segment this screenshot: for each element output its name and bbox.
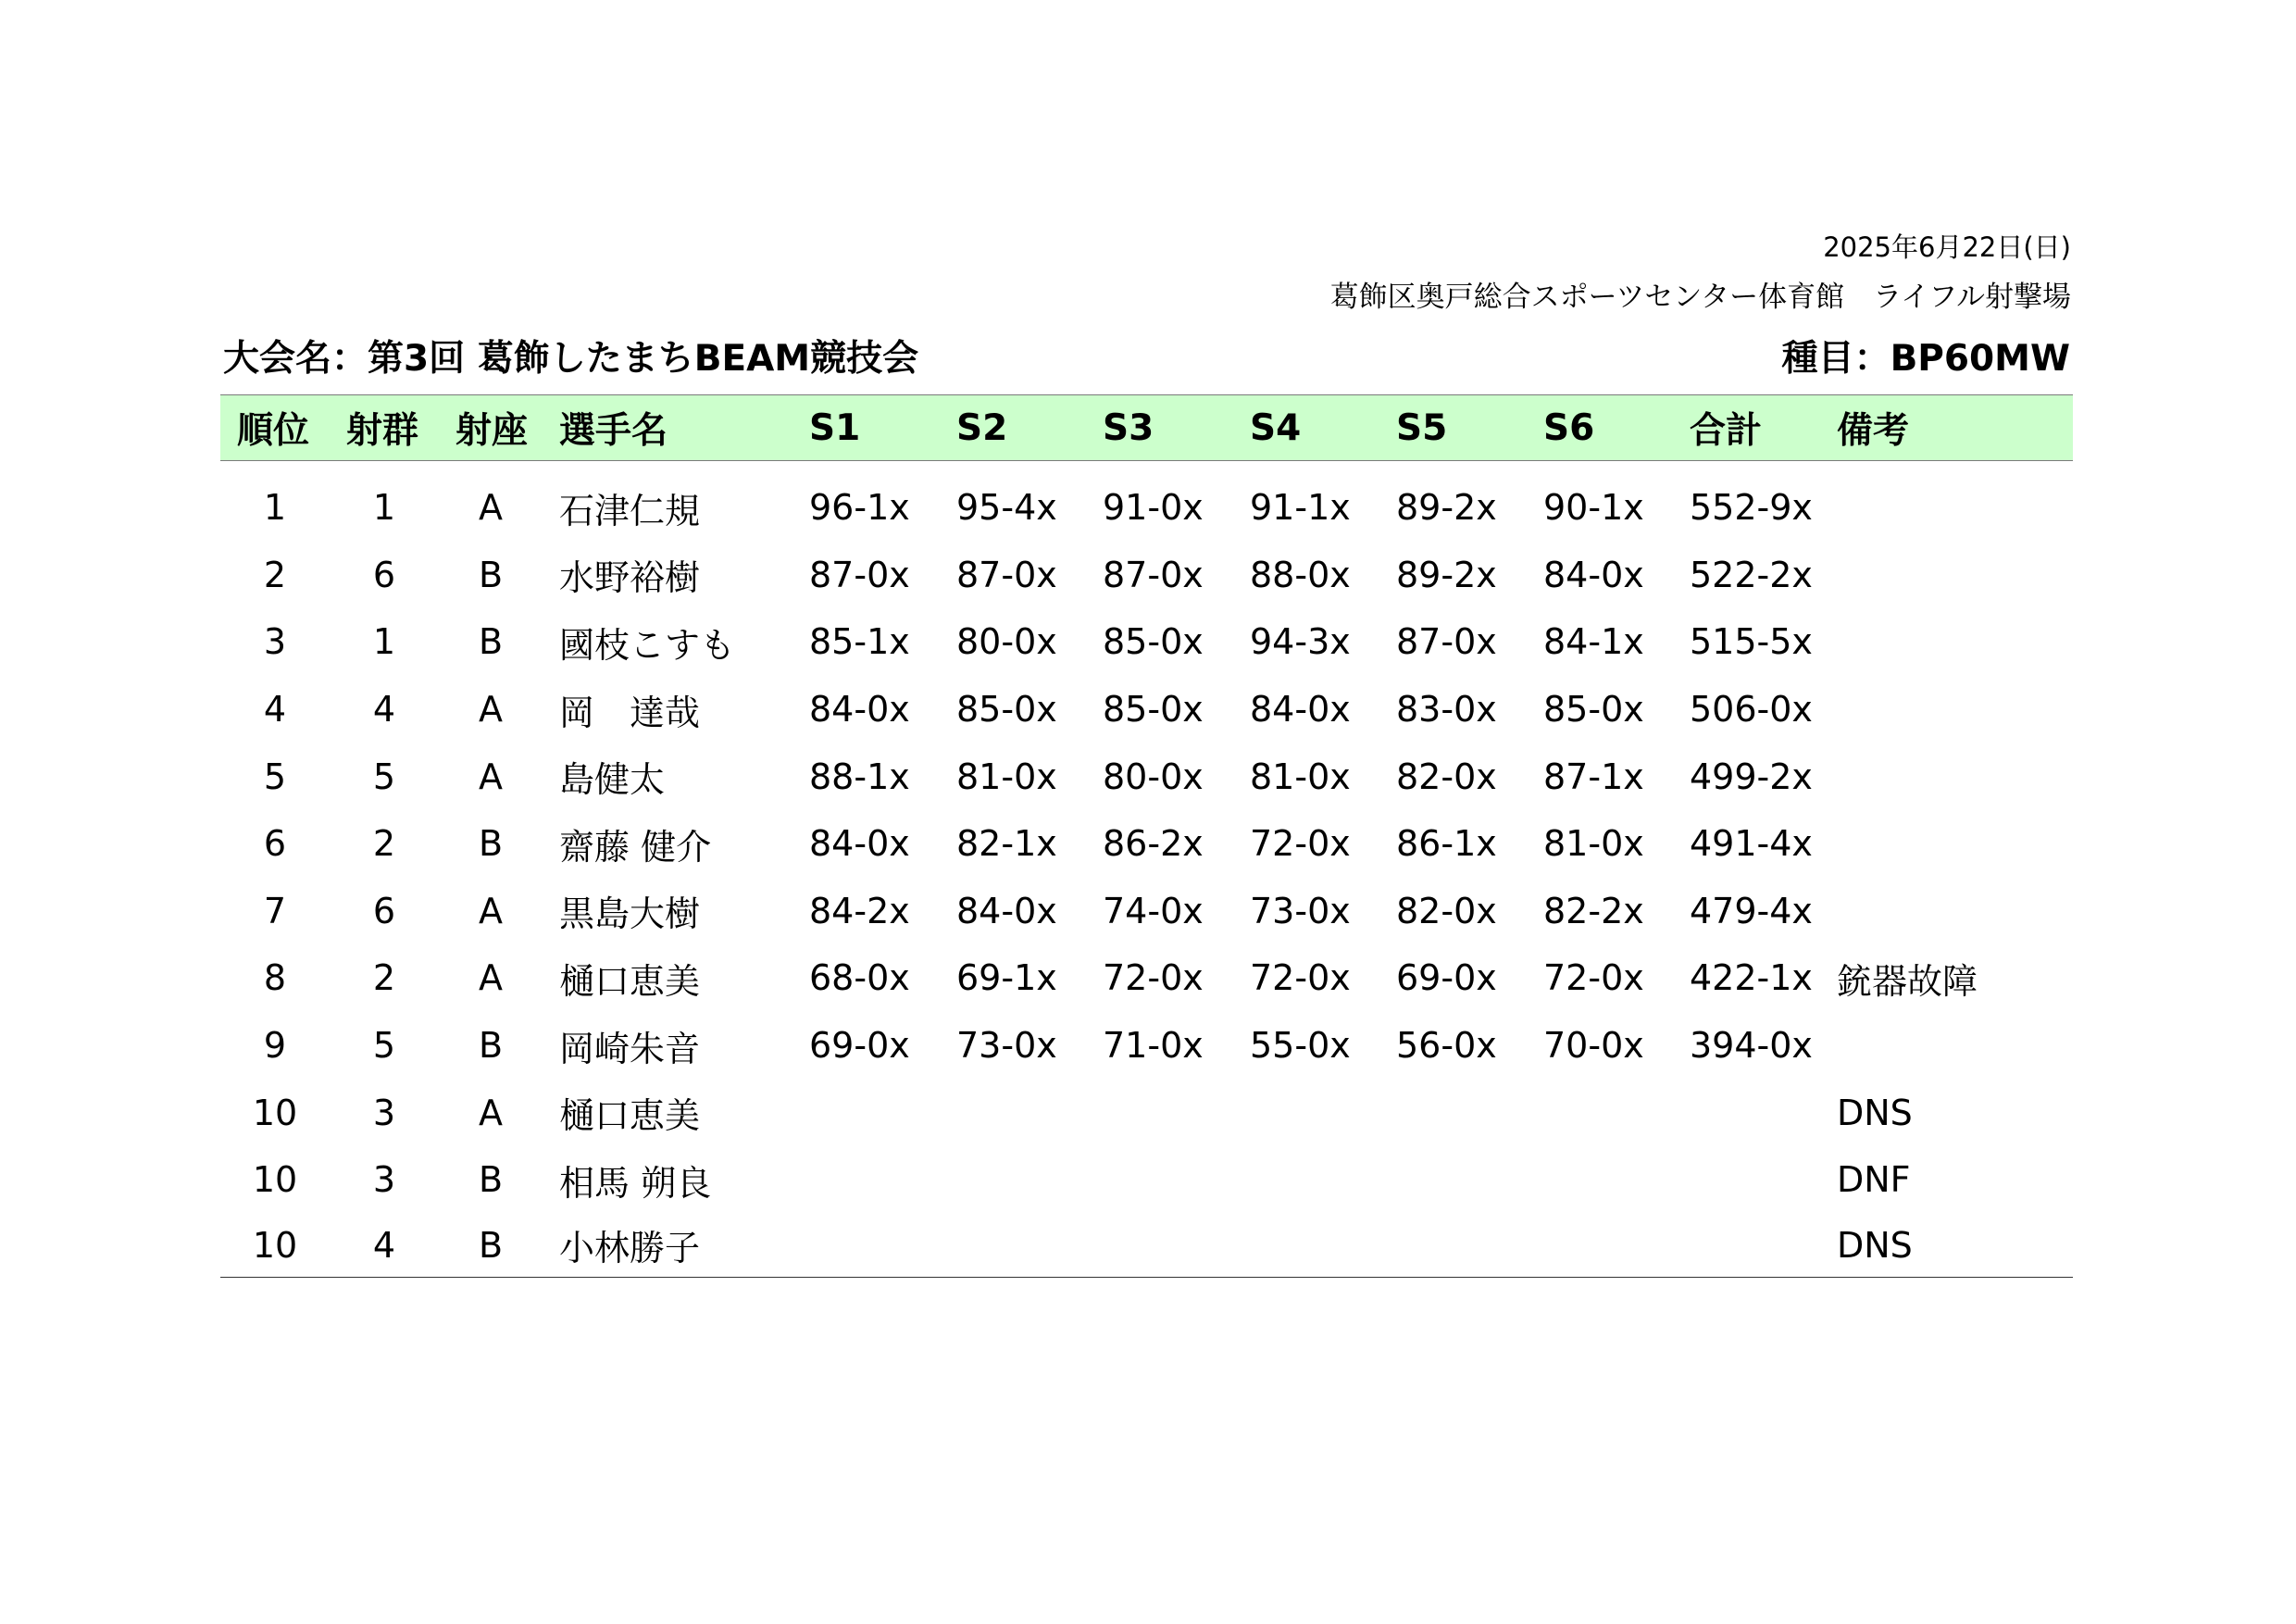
header-s2: S2	[940, 395, 1086, 461]
cell-note	[1820, 743, 2073, 810]
cell-s1: 84-2x	[809, 890, 910, 931]
cell-s1: 84-0x	[809, 823, 910, 865]
cell-rank: 8	[263, 957, 287, 999]
cell-s5: 82-0x	[1396, 890, 1497, 931]
cell-rank: 10	[252, 1092, 298, 1133]
cell-name: 齋藤 健介	[559, 826, 712, 868]
cell-s6: 81-0x	[1543, 823, 1644, 865]
header-s5: S5	[1379, 395, 1527, 461]
header-s1: S1	[792, 395, 940, 461]
cell-s5	[1379, 1079, 1527, 1146]
cell-s4	[1233, 1079, 1379, 1146]
cell-position: B	[439, 1214, 543, 1278]
header-name: 選手名	[543, 395, 792, 461]
cell-group: 4	[372, 689, 396, 731]
cell-s2: 95-4x	[956, 487, 1057, 529]
cell-s5: 89-2x	[1396, 554, 1497, 595]
cell-s6: 82-2x	[1543, 890, 1644, 931]
event-name: 種目：BP60MW	[1781, 338, 2070, 380]
cell-s2	[940, 1146, 1086, 1214]
venue-text: 葛飾区奥戸総合スポーツセンター体育館 ライフル射撃場	[1329, 281, 2071, 314]
cell-s4: 55-0x	[1250, 1025, 1351, 1067]
cell-s1: 85-1x	[809, 621, 910, 663]
cell-group: 3	[372, 1159, 396, 1201]
cell-s1: 96-1x	[809, 487, 910, 529]
cell-rank: 1	[263, 487, 287, 529]
header-s6: S6	[1527, 395, 1673, 461]
header-s4: S4	[1233, 395, 1379, 461]
cell-s1: 87-0x	[809, 554, 910, 595]
cell-s3	[1086, 1079, 1233, 1146]
cell-note: DNS	[1837, 1092, 1913, 1133]
table-row	[220, 878, 2073, 945]
cell-group: 6	[372, 554, 396, 595]
cell-note	[1820, 542, 2073, 609]
cell-group: 6	[372, 890, 396, 931]
table-row	[220, 1214, 2073, 1278]
cell-group: 2	[372, 957, 396, 999]
cell-position: B	[478, 1025, 504, 1067]
table-row	[220, 461, 2073, 542]
cell-position: B	[478, 1159, 504, 1201]
cell-s6: 84-1x	[1543, 621, 1644, 663]
cell-total: 522-2x	[1690, 554, 1813, 595]
cell-s2	[940, 1079, 1086, 1146]
cell-position: B	[478, 823, 504, 865]
table-row	[220, 810, 2073, 878]
cell-total: 499-2x	[1690, 756, 1813, 797]
cell-name: 樋口恵美	[559, 960, 701, 1002]
header-row	[220, 395, 2073, 461]
table-row	[220, 676, 2073, 743]
cell-group: 5	[372, 756, 396, 797]
cell-position: A	[479, 890, 503, 931]
cell-rank: 9	[263, 1025, 287, 1067]
cell-group: 5	[372, 1025, 396, 1067]
cell-s4: 84-0x	[1250, 689, 1351, 731]
cell-rank: 7	[263, 890, 287, 931]
cell-s6: 70-0x	[1543, 1025, 1644, 1067]
cell-s2: 80-0x	[956, 621, 1057, 663]
table-row	[220, 608, 2073, 676]
cell-s6	[1527, 1146, 1673, 1214]
date-text: 2025年6月22日(日)	[1823, 231, 2071, 263]
cell-note	[1820, 461, 2073, 542]
cell-s2: 81-0x	[956, 756, 1057, 797]
cell-position: B	[478, 621, 504, 663]
cell-s5: 89-2x	[1396, 487, 1497, 529]
cell-s2: 69-1x	[956, 957, 1057, 999]
cell-s6: 90-1x	[1543, 487, 1644, 529]
table-row	[220, 743, 2073, 810]
header-position: 射座	[439, 395, 543, 461]
cell-s1: 88-1x	[809, 756, 910, 797]
cell-s3: 87-0x	[1103, 554, 1204, 595]
table-row	[220, 1146, 2073, 1214]
cell-s2: 84-0x	[956, 890, 1057, 931]
header-rank: 順位	[220, 395, 330, 461]
results-table	[220, 394, 2073, 1278]
cell-position: A	[479, 756, 503, 797]
cell-name: 岡崎朱音	[559, 1028, 701, 1069]
cell-rank: 3	[263, 621, 287, 663]
cell-s3	[1086, 1146, 1233, 1214]
cell-s4: 72-0x	[1250, 957, 1351, 999]
cell-s1	[792, 1214, 940, 1278]
cell-s3: 85-0x	[1103, 689, 1204, 731]
cell-s5: 83-0x	[1396, 689, 1497, 731]
cell-s1: 69-0x	[809, 1025, 910, 1067]
cell-rank: 5	[263, 756, 287, 797]
cell-s4: 91-1x	[1250, 487, 1351, 529]
cell-position: A	[479, 689, 503, 731]
cell-name: 國枝こすも	[559, 624, 736, 666]
cell-position: B	[478, 554, 504, 595]
cell-s3: 80-0x	[1103, 756, 1204, 797]
cell-s4	[1233, 1214, 1379, 1278]
header-total: 合計	[1673, 395, 1820, 461]
cell-s1	[792, 1146, 940, 1214]
cell-note	[1820, 676, 2073, 743]
cell-s4: 81-0x	[1250, 756, 1351, 797]
cell-rank: 4	[263, 689, 287, 731]
header-group: 射群	[330, 395, 439, 461]
cell-s2: 82-1x	[956, 823, 1057, 865]
cell-s4: 88-0x	[1250, 554, 1351, 595]
cell-name: 黒島大樹	[559, 893, 701, 935]
cell-name: 水野裕樹	[559, 557, 701, 599]
cell-s4: 72-0x	[1250, 823, 1351, 865]
cell-total: 491-4x	[1690, 823, 1813, 865]
cell-s1: 84-0x	[809, 689, 910, 731]
cell-total: 394-0x	[1690, 1025, 1813, 1067]
cell-position: A	[479, 957, 503, 999]
cell-note	[1820, 878, 2073, 945]
cell-s5: 56-0x	[1396, 1025, 1497, 1067]
cell-note	[1820, 810, 2073, 878]
cell-note	[1820, 608, 2073, 676]
cell-s4	[1233, 1146, 1379, 1214]
cell-group: 3	[372, 1092, 396, 1133]
cell-name: 樋口恵美	[559, 1095, 701, 1137]
cell-total	[1673, 1214, 1820, 1278]
competition-name: 大会名：第3回 葛飾したまちBEAM競技会	[223, 338, 919, 380]
cell-s5: 86-1x	[1396, 823, 1497, 865]
cell-s6: 84-0x	[1543, 554, 1644, 595]
cell-group: 1	[372, 487, 396, 529]
cell-rank: 10	[220, 1214, 330, 1278]
cell-name: 岡 達哉	[559, 692, 701, 733]
cell-s3	[1086, 1214, 1233, 1278]
cell-s1: 68-0x	[809, 957, 910, 999]
cell-rank: 2	[263, 554, 287, 595]
cell-s3: 85-0x	[1103, 621, 1204, 663]
title-row	[223, 336, 2070, 382]
cell-group: 2	[372, 823, 396, 865]
cell-s2: 87-0x	[956, 554, 1057, 595]
cell-total	[1673, 1079, 1820, 1146]
table-row	[220, 1012, 2073, 1080]
cell-s6	[1527, 1079, 1673, 1146]
cell-name: 相馬 朔良	[559, 1162, 712, 1204]
cell-s3: 74-0x	[1103, 890, 1204, 931]
cell-s2: 85-0x	[956, 689, 1057, 731]
cell-s6: 72-0x	[1543, 957, 1644, 999]
cell-rank: 6	[263, 823, 287, 865]
cell-s5	[1379, 1146, 1527, 1214]
cell-name: 島健太	[559, 759, 666, 801]
cell-name: 石津仁規	[559, 490, 701, 531]
cell-total	[1673, 1146, 1820, 1214]
cell-total: 552-9x	[1690, 487, 1813, 529]
cell-group: 4	[330, 1214, 439, 1278]
cell-s5: 87-0x	[1396, 621, 1497, 663]
cell-s1	[792, 1079, 940, 1146]
cell-s5	[1379, 1214, 1527, 1278]
cell-total: 515-5x	[1690, 621, 1813, 663]
cell-s3: 72-0x	[1103, 957, 1204, 999]
cell-note: DNS	[1820, 1214, 2073, 1278]
cell-s5: 69-0x	[1396, 957, 1497, 999]
cell-s3: 86-2x	[1103, 823, 1204, 865]
results-body	[220, 461, 2073, 1278]
cell-s3: 91-0x	[1103, 487, 1204, 529]
cell-group: 1	[372, 621, 396, 663]
table-row	[220, 944, 2073, 1012]
cell-s4: 73-0x	[1250, 890, 1351, 931]
cell-total: 506-0x	[1690, 689, 1813, 731]
cell-s6: 87-1x	[1543, 756, 1644, 797]
cell-name: 小林勝子	[543, 1214, 792, 1278]
cell-position: A	[479, 487, 503, 529]
cell-s2: 73-0x	[956, 1025, 1057, 1067]
cell-s6	[1527, 1214, 1673, 1278]
header-note: 備考	[1820, 395, 2073, 461]
cell-s2	[940, 1214, 1086, 1278]
table-row	[220, 542, 2073, 609]
cell-note: DNF	[1837, 1159, 1911, 1201]
cell-total: 422-1x	[1690, 957, 1813, 999]
table-row	[220, 1079, 2073, 1146]
cell-s6: 85-0x	[1543, 689, 1644, 731]
cell-position: A	[479, 1092, 503, 1133]
cell-rank: 10	[252, 1159, 298, 1201]
cell-s4: 94-3x	[1250, 621, 1351, 663]
cell-note: 銃器故障	[1837, 960, 1978, 1002]
cell-note	[1820, 1012, 2073, 1080]
cell-s5: 82-0x	[1396, 756, 1497, 797]
header-s3: S3	[1086, 395, 1233, 461]
cell-s3: 71-0x	[1103, 1025, 1204, 1067]
cell-total: 479-4x	[1690, 890, 1813, 931]
